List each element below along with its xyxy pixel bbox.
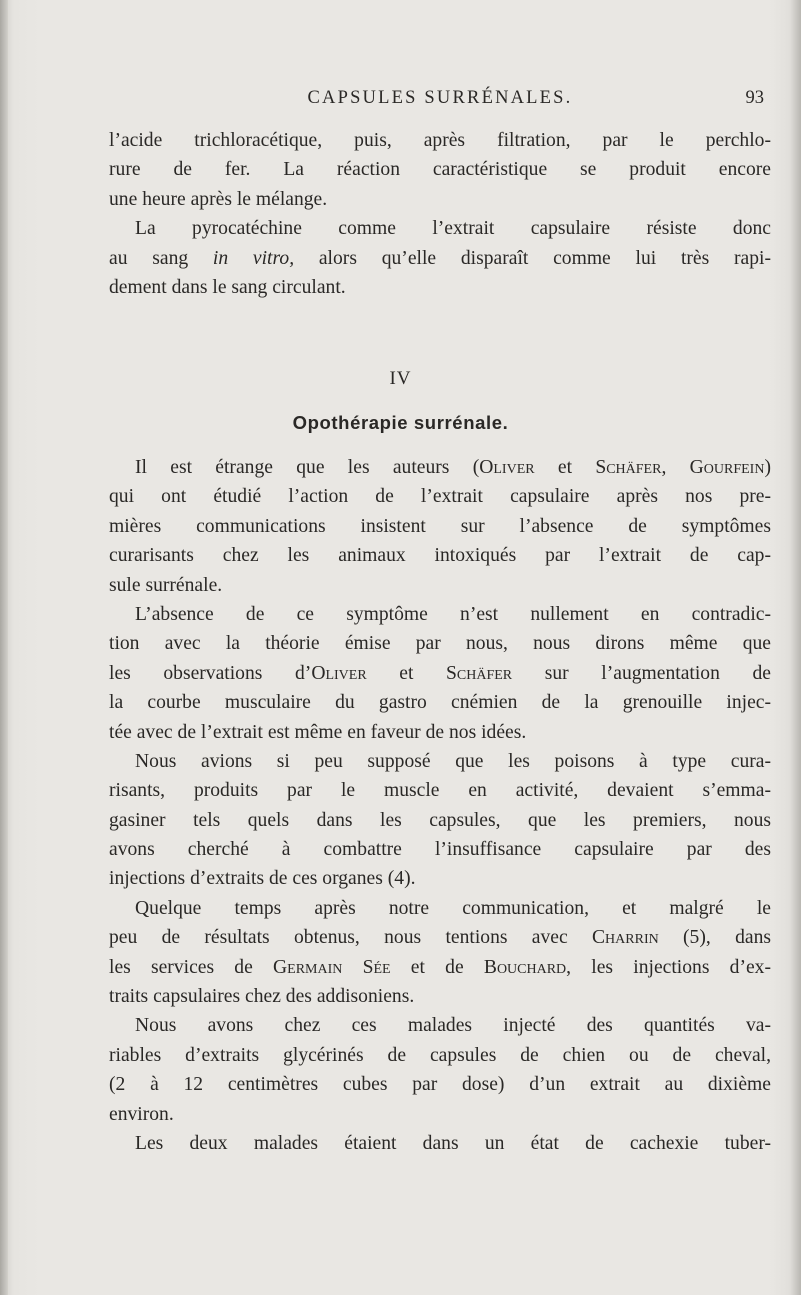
text-run: les observations d’ [109, 662, 312, 684]
text-line: qui ont étudié l’action de l’extrait capsulaire après nos pre- [109, 486, 771, 508]
author-name: Gourfein [689, 457, 765, 478]
section-number: IV [389, 368, 412, 389]
page-binding-shadow [0, 0, 8, 1295]
text-line: l’acide trichloracétique, puis, après filtration, par le perchlo- [109, 130, 771, 151]
text-line: tée avec de l’extrait est même en faveur de nos idées. [109, 721, 527, 743]
text-block-top [109, 126, 771, 302]
text-line: La pyrocatéchine comme l’extrait capsulaire résiste donc [135, 218, 771, 240]
page-edge-shadow [791, 0, 801, 1295]
text-run: Il est étrange que les auteurs ( [135, 457, 480, 478]
text-run: au sang [109, 247, 213, 269]
page-number: 93 [745, 88, 764, 108]
text-line: injections d’extraits de ces organes (4). [109, 868, 416, 890]
author-name: Schäfer [446, 662, 513, 684]
text-line [109, 453, 771, 482]
text-line: Nous avions si peu supposé que les poisons à type cura- [135, 750, 771, 772]
text-run: alors qu’elle disparaît comme lui très rapi- [294, 247, 771, 269]
text-block-main [109, 453, 771, 1158]
text-line: tion avec la théorie émise par nous, nous dirons même que [109, 633, 771, 655]
page-header [110, 88, 770, 118]
author-name: Schäfer [595, 457, 662, 478]
text-line: riables d’extraits glycérinés de capsules de chien ou de cheval, [109, 1044, 771, 1066]
text-line: L’absence de ce symptôme n’est nullement en contradic- [135, 603, 771, 625]
text-line: traits capsulaires chez des addisoniens. [109, 986, 415, 1008]
text-run: , [661, 457, 690, 478]
text-line: mières communications insistent sur l’absence de symptômes [109, 515, 771, 537]
text-line: sule surrénale. [109, 574, 223, 596]
text-run: et [366, 662, 447, 684]
text-run: les services de [109, 956, 273, 978]
text-line: Les deux malades étaient dans un état de cachexie tuber- [135, 1132, 771, 1154]
author-name: Charrin [591, 927, 659, 949]
text-line: environ. [109, 1103, 174, 1125]
author-name: Germain Sée [273, 956, 391, 978]
text-line: Quelque temps après notre communication, et malgré le [135, 897, 771, 919]
text-line: dement dans le sang circulant. [109, 276, 346, 298]
text-line: une heure après le mélange. [109, 188, 328, 210]
text-line: risants, produits par le muscle en activité, devaient s’emma- [109, 780, 771, 802]
text-run: et de [390, 956, 484, 978]
text-line [109, 244, 771, 273]
text-run: sur l’augmentation de [512, 662, 771, 684]
text-line [109, 923, 771, 952]
text-line: (2 à 12 centimètres cubes par dose) d’un extrait au dixième [109, 1074, 771, 1096]
text-line [109, 659, 771, 688]
text-run: peu de résultats obtenus, nous tentions avec [109, 927, 592, 949]
text-run: ) [764, 457, 771, 478]
text-line: curarisants chez les animaux intoxiqués par l’extrait de cap- [109, 545, 771, 567]
text-run: (5), dans [658, 927, 771, 949]
text-line: avons cherché à combattre l’insuffisance capsulaire par des [109, 839, 771, 861]
text-line: Nous avons chez ces malades injecté des quantités va- [135, 1015, 771, 1037]
running-head: CAPSULES SURRÉNALES. [307, 88, 573, 108]
author-name: Oliver [311, 662, 367, 684]
text-run: , les injections d’ex- [566, 956, 771, 978]
text-line: la courbe musculaire du gastro cnémien de la grenouille injec- [109, 692, 771, 714]
text-line [109, 953, 771, 982]
author-name: Oliver [479, 457, 535, 478]
text-line: rure de fer. La réaction caractéristique se produit encore [109, 159, 771, 181]
text-line: gasiner tels quels dans les capsules, que les premiers, nous [109, 809, 771, 831]
italic-text: in vitro, [212, 247, 295, 269]
section-title: Opothérapie surrénale. [292, 412, 509, 433]
author-name: Bouchard [483, 956, 567, 978]
text-run: et [534, 457, 596, 478]
